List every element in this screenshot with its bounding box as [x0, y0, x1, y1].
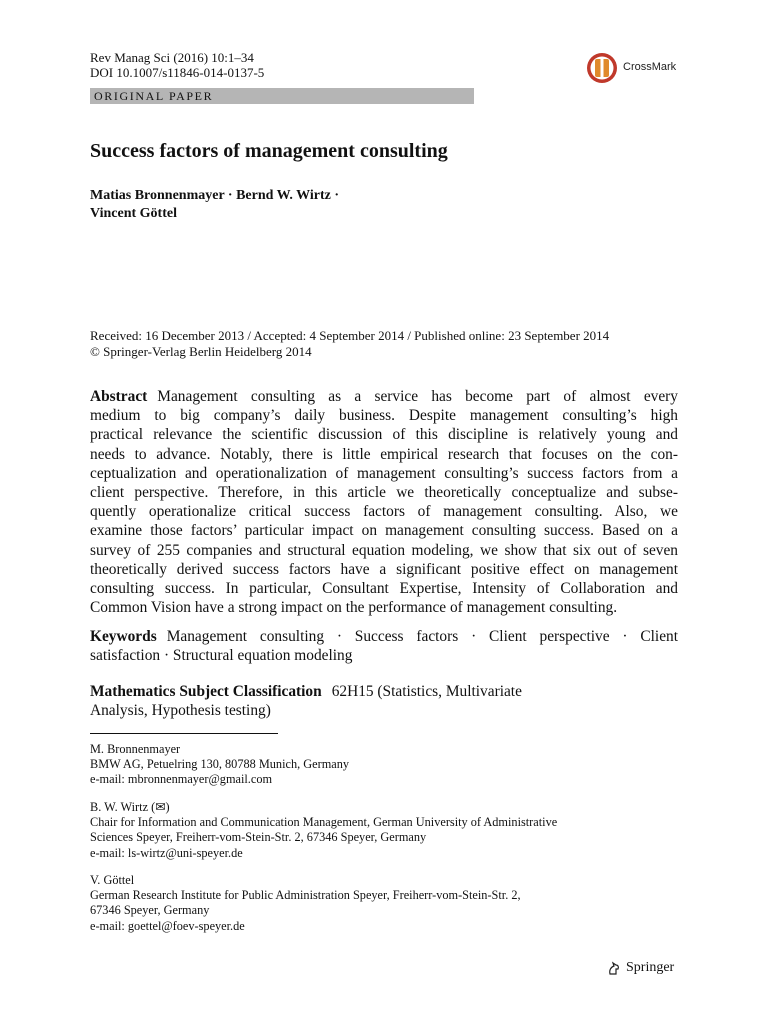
crossmark-label: CrossMark	[623, 61, 677, 73]
author-email[interactable]: e-mail: ls-wirtz@uni-speyer.de	[90, 845, 243, 860]
abstract-line: ceptualization and operationalization of management consulting’s success factors from a	[90, 464, 678, 482]
abstract-line: Common Vision have a strong impact on the performance of management consulting.	[90, 599, 618, 617]
abstract-line: theoretically derived success factors have a significant positive effect on management	[90, 560, 678, 578]
doi-line[interactable]: DOI 10.1007/s11846-014-0137-5	[90, 65, 265, 80]
author-name: M. Bronnenmayer	[90, 742, 181, 756]
msc-line: 62H15 (Statistics, Multivariate	[331, 683, 522, 700]
publisher-logo	[606, 958, 696, 980]
crossmark-badge[interactable]	[586, 52, 682, 84]
abstract-line: consulting success. In particular, Consultant Expertise, Intensity of Collaboration and	[90, 580, 678, 598]
affiliation-goettel	[90, 873, 690, 934]
springer-horse-icon	[606, 960, 622, 976]
journal-citation: Rev Manag Sci (2016) 10:1–34	[90, 50, 254, 65]
author-email[interactable]: e-mail: mbronnenmayer@gmail.com	[90, 772, 273, 787]
crossmark-icon	[586, 52, 620, 84]
abstract-heading: Abstract	[90, 388, 148, 405]
author-address: Sciences Speyer, Freiherr-vom-Stein-Str. 2, 67346 Speyer, Germany	[90, 830, 427, 845]
abstract-line: medium to big company’s daily business. Despite management consulting’s high	[90, 407, 678, 425]
author-name: B. W. Wirtz (✉)	[90, 800, 170, 814]
abstract-line: examine those factors’ particular impact on management consulting success. Based on a	[90, 522, 678, 540]
msc-heading: Mathematics Subject Classification	[90, 683, 322, 700]
publication-dates: Received: 16 December 2013 / Accepted: 4 September 2014 / Published online: 23 September 2014	[90, 328, 610, 343]
author-address: BMW AG, Petuelring 130, 80788 Munich, Germany	[90, 757, 350, 772]
author-name: V. Göttel	[90, 873, 135, 887]
keywords-line: satisfaction · Structural equation modeling	[90, 647, 353, 665]
author-email[interactable]: e-mail: goettel@foev-speyer.de	[90, 918, 245, 933]
keywords-heading: Keywords	[90, 628, 157, 645]
author-line-1: Matias Bronnenmayer · Bernd W. Wirtz ·	[90, 188, 340, 203]
abstract-line: practical relevance the scientific discussion of this discipline is relatively young and	[90, 426, 678, 444]
keywords-section	[90, 627, 678, 665]
msc-line: Analysis, Hypothesis testing)	[90, 702, 271, 720]
footnote-divider	[90, 733, 278, 734]
affiliation-bronnenmayer	[90, 742, 690, 788]
abstract-line: needs to advance. Notably, there is little empirical research that focuses on the con-	[90, 445, 678, 463]
copyright-notice: © Springer-Verlag Berlin Heidelberg 2014	[90, 344, 312, 359]
affiliation-wirtz	[90, 800, 690, 861]
abstract-section	[90, 387, 678, 617]
author-address: 67346 Speyer, Germany	[90, 903, 210, 918]
abstract-line: survey of 255 companies and structural equation modeling, we show that six out of seven	[90, 541, 678, 559]
keywords-line: Management consulting · Success factors · Client perspective · Client	[166, 628, 678, 645]
author-address: German Research Institute for Public Administration Speyer, Freiherr-vom-Stein-Str. 2,	[90, 888, 521, 903]
paper-title: Success factors of management consulting	[90, 140, 448, 162]
author-address: Chair for Information and Communication Management, German University of Administrative	[90, 815, 558, 830]
abstract-line: Management consulting as a service has become part of almost every	[157, 388, 678, 405]
abstract-line: client perspective. Therefore, in this article we theoretically conceptualize and subse-	[90, 484, 678, 502]
msc-section	[90, 682, 678, 720]
author-line-2: Vincent Göttel	[90, 206, 177, 221]
article-type-bar: ORIGINAL PAPER	[90, 88, 474, 104]
publisher-name: Springer	[626, 960, 675, 975]
abstract-line: quently operationalize critical success factors of management consulting. Also, we	[90, 503, 678, 521]
